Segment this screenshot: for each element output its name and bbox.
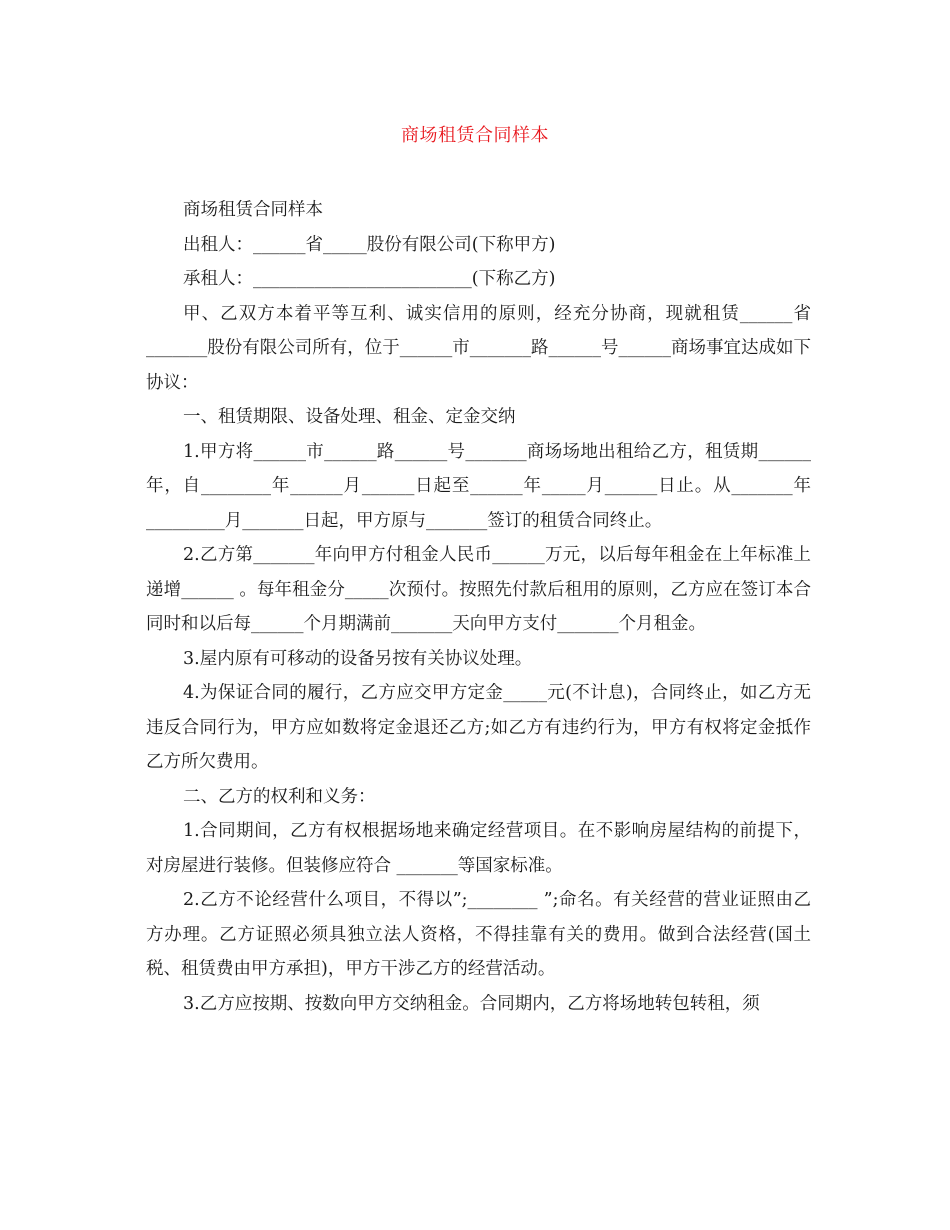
clause-1-3: 3.屋内原有可移动的设备另按有关协议处理。: [183, 648, 533, 669]
document-title: 商场租赁合同样本: [401, 125, 549, 146]
clause-1-2: 2.乙方第_______年向甲方付租金人民币______万元，以后每年租金在上年标准上递增______ 。每年租金分_____次预付。按照先付款后租用的原则，乙方应在签订本合同时和以后每______个月期满前_______天向甲方支付_______个月租金。: [146, 545, 811, 634]
paragraph-preamble: 甲、乙双方本着平等互利、诚实信用的原则，经充分协商，现就租赁______省_______股份有限公司所有，位于______市_______路______号______商场事宜达成如下协议：: [146, 303, 811, 393]
paragraph-lessee: 承租人：_________________________(下称乙方): [183, 269, 556, 289]
section-heading-2: 二、乙方的权利和义务：: [183, 786, 376, 807]
clause-1-4: 4.为保证合同的履行，乙方应交甲方定金_____元(不计息)，合同终止，如乙方无违反合同行为，甲方应如数将定金退还乙方;如乙方有违约行为，甲方有权将定金抵作乙方所欠费用。: [146, 683, 811, 772]
clause-2-3: 3.乙方应按期、按数向甲方交纳租金。合同期内，乙方将场地转包转租，须: [183, 993, 760, 1014]
section-heading-1: 一、租赁期限、设备处理、租金、定金交纳: [183, 407, 516, 427]
document-body: [146, 193, 811, 1021]
clause-2-2: 2.乙方不论经营什么项目，不得以”;________ ”;命名。有关经营的营业证照由乙方办理。乙方证照必须具独立法人资格，不得挂靠有关的费用。做到合法经营(国土税、租赁费由甲方承担)，甲方干涉乙方的经营活动。: [146, 890, 811, 979]
paragraph-lessor: 出租人：______省_____股份有限公司(下称甲方): [183, 234, 556, 255]
paragraph-subtitle: 商场租赁合同样本: [183, 200, 323, 220]
clause-2-1: 1.合同期间，乙方有权根据场地来确定经营项目。在不影响房屋结构的前提下，对房屋进行装修。但装修应符合 _______等国家标准。: [146, 821, 811, 876]
clause-1-1: 1.甲方将______市______路______号_______商场场地出租给乙方，租赁期______年，自________年______月______日起至______年_____月______日止。从_______年_________月_______日起，甲方原与_______签订的租赁合同终止。: [146, 441, 811, 531]
